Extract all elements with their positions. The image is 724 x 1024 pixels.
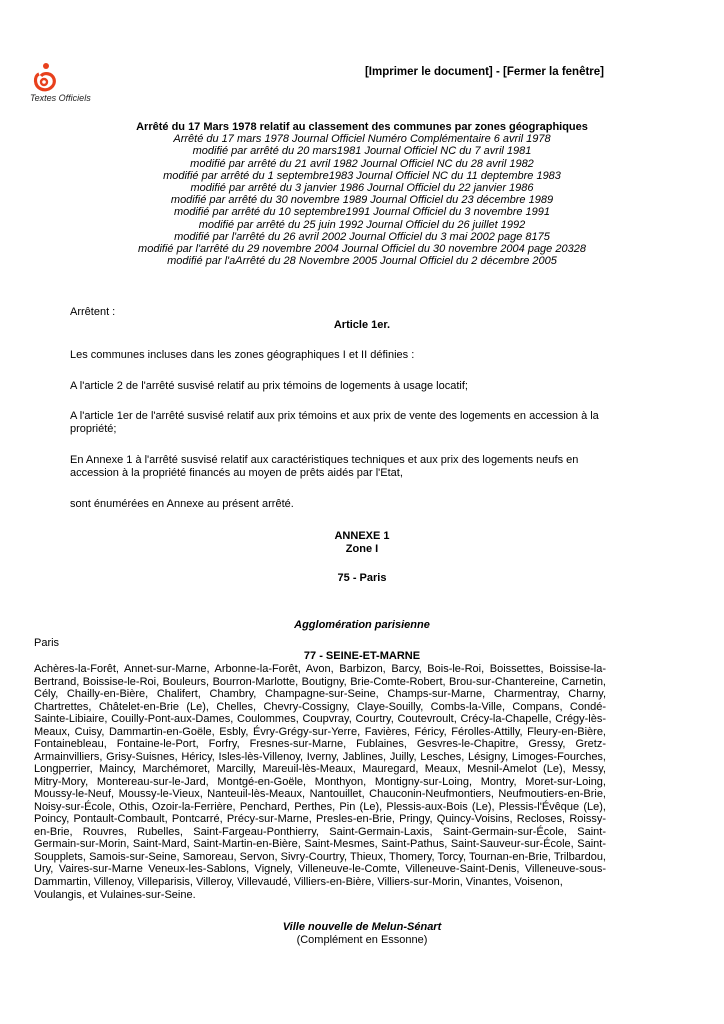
textes-officiels-logo — [30, 62, 110, 103]
paragraph-3: A l'article 1er de l'arrêté susvisé relatif aux prix témoins et aux prix de vente des logements en accession à la propriété; — [70, 410, 599, 435]
modification-line: modifié par arrêté du 25 juin 1992 Journal Officiel du 26 juillet 1992 — [198, 218, 526, 231]
communes-77-end: Voulangis, et Vulaines-sur-Seine. — [34, 889, 196, 901]
print-link[interactable]: [Imprimer le document] — [364, 66, 493, 78]
link-separator: - — [492, 66, 504, 78]
dept-77-heading: 77 - SEINE-ET-MARNE — [303, 650, 421, 662]
complement-essonne: (Complément en Essonne) — [296, 934, 428, 946]
modification-line: modifié par arrêté du 20 mars1981 Journal Officiel NC du 7 avril 1981 — [192, 145, 532, 158]
modification-line: modifié par l'arrêté du 29 novembre 2004 Journal Officiel du 30 novembre 2004 page 20328 — [138, 243, 586, 256]
document-header — [0, 121, 724, 267]
modification-line: modifié par arrêté du 3 janvier 1986 Journal Officiel du 22 janvier 1986 — [190, 182, 534, 195]
modification-line: modifié par arrêté du 10 septembre1991 Journal Officiel du 3 novembre 1991 — [173, 206, 551, 219]
arretent-label: Arrêtent : — [70, 306, 116, 318]
paragraph-1: Les communes incluses dans les zones géographiques I et II définies : — [70, 349, 415, 361]
logo-icon — [32, 62, 58, 92]
modification-line: modifié par arrêté du 30 novembre 1989 Journal Officiel du 23 décembre 1989 — [170, 194, 554, 207]
document-title: Arrêté du 17 Mars 1978 relatif au classement des communes par zones géographiques — [136, 121, 588, 133]
dept-75-heading: 75 - Paris — [337, 572, 387, 584]
paragraph-5: sont énumérées en Annexe au présent arrêté. — [70, 498, 294, 510]
top-links — [365, 66, 604, 78]
modification-line: modifié par l'aArrêté du 28 Novembre 2005 Journal Officiel du 2 décembre 2005 — [167, 255, 557, 268]
article-heading: Article 1er. — [333, 319, 391, 331]
annexe-heading: ANNEXE 1 — [334, 530, 390, 542]
paris-label: Paris — [34, 637, 60, 649]
modification-line: modifié par arrêté du 1 septembre1983 Journal Officiel NC du 11 deptembre 1983 — [163, 169, 561, 182]
close-window-link[interactable]: [Fermer la fenêtre] — [503, 66, 604, 78]
paragraph-2: A l'article 2 de l'arrêté susvisé relatif au prix témoins de logements à usage locatif; — [70, 380, 468, 392]
melun-senart-heading: Ville nouvelle de Melun-Sénart — [282, 921, 442, 933]
modification-line: modifié par arrêté du 21 avril 1982 Journal Officiel NC du 28 avril 1982 — [190, 157, 534, 170]
agglomeration-heading: Agglomération parisienne — [294, 619, 430, 631]
logo-text: Textes Officiels — [30, 93, 91, 103]
modification-line: Arrêté du 17 mars 1978 Journal Officiel Numéro Complémentaire 6 avril 1978 — [173, 133, 551, 146]
zone-heading: Zone I — [345, 543, 379, 555]
modification-line: modifié par l'arrêté du 26 avril 2002 Journal Officiel du 3 mai 2002 page 8175 — [174, 230, 550, 243]
paragraph-4: En Annexe 1 à l'arrêté susvisé relatif aux caractéristiques techniques et aux prix des logements neufs en accession à la propriété financés au moyen de prêts aidés par l'Etat, — [70, 454, 579, 479]
communes-77-list: Achères-la-Forêt, Annet-sur-Marne, Arbonne-la-Forêt, Avon, Barbizon, Barcy, Bois-le-Roi, Boissettes, Boissise-la-Bertrand, Boissise-le-Roi, Bouleurs, Bourron-Marlotte, Boutigny, Brie-Comte-Robert, Brou-sur-Chantereine, Carnetin, Cély, Chailly-en-Bière, Chalifert, Chambry, Champagne-sur-Seine, Champs-sur-Marne, Charmentray, Charny, Chartrettes, Châtelet-en-Brie (Le), Chelles, Chevry-Cossigny, Claye-Souilly, Combs-la-Ville, Compans, Condé-Sainte-Libiaire, Couilly-Pont-aux-Dames, Coulommes, Coupvray, Courtry, Coutevroult, Crécy-la-Chapelle, Crégy-lès-Meaux, Cuisy, Dammartin-en-Goële, Esbly, Évry-Grégy-sur-Yerre, Favières, Féricy, Férolles-Attilly, Fleury-en-Bière, Fontainebleau, Fontaine-le-Port, Forfry, Fresnes-sur-Marne, Fublaines, Gesvres-le-Chapitre, Gressy, Gretz-Armainvilliers, Grisy-Suisnes, Héricy, Isles-lès-Villenoy, Iverny, Jablines, Juilly, Lesches, Lésigny, Limoges-Fourches, Longperrier, Maincy, Marchémoret, Marcilly, Mareuil-lès-Meaux, Mauregard, Meaux, Mesnil-Amelot (Le), Messy, Mitry-Mory, Montereau-sur-le-Jard, Montgé-en-Goële, Monthyon, Montigny-sur-Loing, Montry, Moret-sur-Loing, Moussy-le-Neuf, Moussy-le-Vieux, Nanteuil-lès-Meaux, Nantouillet, Chauconin-Neufmontiers, Neufmoutiers-en-Brie, Noisy-sur-École, Othis, Ozoir-la-Ferrière, Penchard, Perthes, Pin (Le), Plessis-aux-Bois (Le), Plessis-l'Évêque (Le), Poincy, Pontault-Combault, Pontcarré, Précy-sur-Marne, Presles-en-Brie, Pringy, Quincy-Voisins, Recloses, Roissy-en-Brie, Rouvres, Rubelles, Saint-Fargeau-Ponthierry, Saint-Germain-Laxis, Saint-Germain-sur-École, Saint-Germain-sur-Morin, Saint-Mard, Saint-Martin-en-Bière, Saint-Mesmes, Saint-Pathus, Saint-Sauveur-sur-École, Saint-Soupplets, Samois-sur-Seine, Samoreau, Servon, Sivry-Courtry, Thieux, Thomery, Torcy, Tournan-en-Brie, Trilbardou, Ury, Vaires-sur-Marne Veneux-les-Sablons, Vignely, Villeneuve-le-Comte, Villeneuve-Saint-Denis, Villeneuve-sous-Dammartin, Villenoy, Villeparisis, Villeroy, Villevaudé, Villiers-en-Bière, Villiers-sur-Morin, Vinantes, Voisenon, — [34, 663, 606, 888]
